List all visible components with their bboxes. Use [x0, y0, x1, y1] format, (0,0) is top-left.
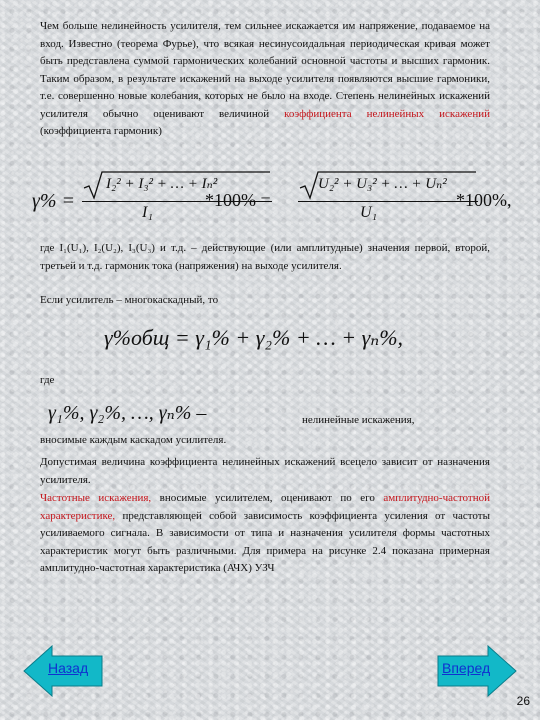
fraction-bar-voltage [298, 201, 478, 202]
formula1-numerator-voltage: U₂² + U₃² + … + Uₙ² [318, 176, 447, 192]
permissible-value-paragraph: Допустимая величина коэффициента нелинейных искажений всецело зависит от назначения усилителя. [40, 456, 490, 486]
forward-label: Вперед [442, 660, 491, 676]
intro-tail: (коэффициента гармоник) [40, 125, 162, 137]
frequency-text1: вносимые усилителем, оценивают по его [151, 492, 384, 504]
nonlinear-label: нелинейные искажения, [302, 414, 415, 426]
formula1-denominator-voltage: U₁ [360, 204, 378, 221]
page-number: 26 [516, 694, 530, 708]
frequency-distortion-paragraph [40, 490, 490, 578]
stage-distortion-desc: вносимые каждым каскадом усилителя. [40, 434, 227, 446]
frequency-text2: представляющей собой зависимость коэффициента усиления от частоты усиливаемого сигнала. В зависимости от типа и назначения усилителя формы частотных характеристик могут быть различными. Для примера на рисунке 2.4 показана примерная амплитудно-частотная характеристика (АЧХ) УЗЧ [40, 509, 490, 574]
stage-distortion-list: γ₁%, γ₂%, …, γₙ% – [48, 402, 207, 424]
multistage-intro: Если усилитель – многокаскадный, то [40, 294, 219, 306]
formula1-numerator-current: I₂² + I₃² + … + Iₙ² [106, 176, 218, 192]
intro-text: Чем больше нелинейность усилителя, тем сильнее искажается им напряжение, подаваемое на вход. Известно (теорема Фурье), что всякая несинусоидальная периодическая кривая может быть представлена суммой гармонических колебаний основной частоты и высших гармоник. Таким образом, в результате искажений на выходе усилителя появляются высшие гармоники, т.е. совершенно новые колебания, которых не было на входе. Степень нелинейных искажений усилителя обычно оценивают величиной [40, 20, 490, 120]
frequency-distortion-link[interactable]: Частотные искажения, [40, 492, 152, 504]
formula1-multiplier1: *100% = [205, 190, 271, 210]
total-distortion-formula: γ%общ = γ₁% + γ₂% + … + γₙ%, [104, 325, 404, 350]
amplitude-frequency-link[interactable]: амплитудно-частотной характеристике, [40, 492, 490, 522]
back-button[interactable] [22, 644, 104, 698]
back-label: Назад [48, 660, 89, 676]
forward-button[interactable] [436, 644, 518, 698]
formula1-denominator-current: I₁ [142, 204, 153, 221]
harmonics-definition: где I₁(U₁), I₂(U₂), I₃(U₃) и т.д. – действующие (или амплитудные) значения первой, второй, третьей и т.д. гармоник тока (напряжения) на выходе усилителя. [40, 242, 490, 272]
formula1-multiplier2: *100%, [456, 190, 512, 210]
intro-paragraph [40, 18, 490, 141]
where-label: где [40, 374, 55, 386]
harmonic-coefficient-link[interactable]: коэффициента нелинейных искажений [284, 107, 490, 120]
formula1-lhs: γ% = [32, 190, 76, 212]
